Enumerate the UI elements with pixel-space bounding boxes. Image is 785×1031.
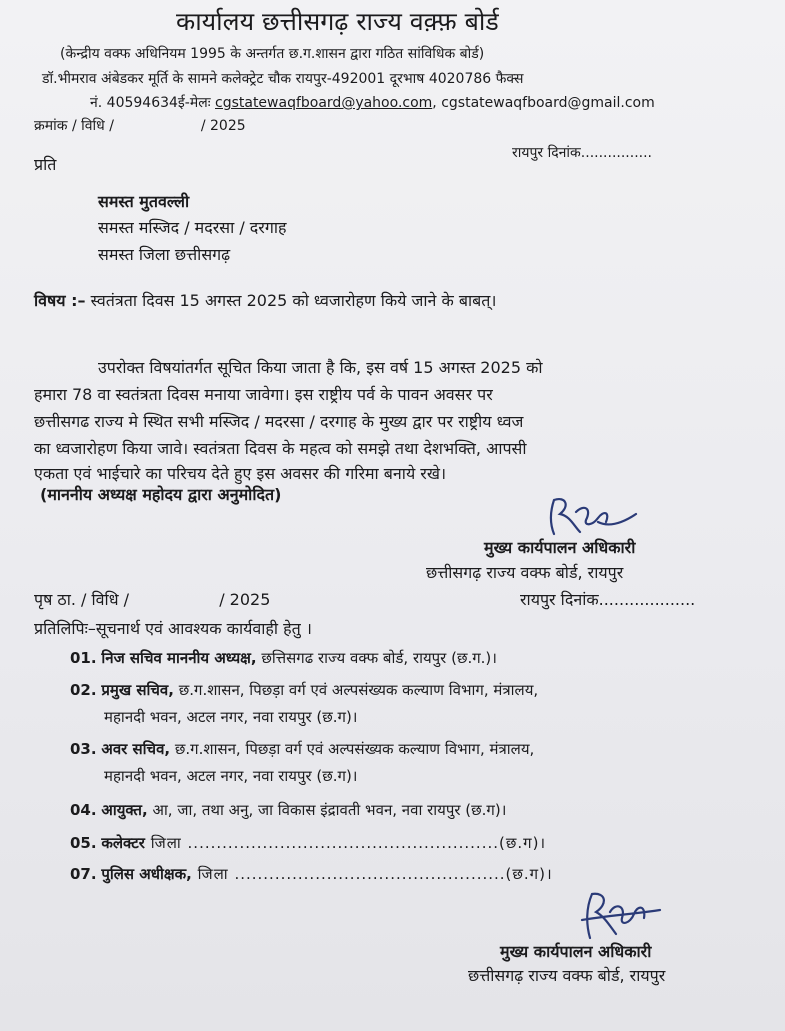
item-recipient: निज सचिव माननीय अध्यक्ष, xyxy=(101,649,257,667)
email-link-yahoo[interactable]: cgstatewaqfboard@yahoo.com xyxy=(215,95,433,111)
item-recipient: प्रमुख सचिव, xyxy=(101,681,174,699)
body-line: का ध्वजारोहण किया जावे। स्वतंत्रता दिवस के महत्व को समझे तथा देशभक्ति, आपसी xyxy=(34,439,527,458)
signature-image xyxy=(574,888,664,944)
item-recipient: आयुक्त, xyxy=(101,801,148,819)
addressee-line: समस्त मस्जिद / मदरसा / दरगाह xyxy=(98,218,287,237)
endorsement-ref-year: / 2025 xyxy=(219,590,271,609)
body-line: हमारा 78 वा स्वतंत्रता दिवस मनाया जावेगा। इस राष्ट्रीय पर्व के पावन अवसर पर xyxy=(34,385,493,404)
endorsement-ref xyxy=(34,588,270,610)
signature-image xyxy=(540,492,640,540)
ref-year: / 2025 xyxy=(200,118,246,134)
item-detail: छ.ग.शासन, पिछड़ा वर्ग एवं अल्पसंख्यक कल्याण विभाग, मंत्रालय, xyxy=(170,740,535,758)
item-detail: जिला ......................................................(छ.ग)। xyxy=(144,834,547,852)
email-gmail: , cgstatewaqfboard@gmail.com xyxy=(432,95,655,111)
prati-label: प्रति xyxy=(34,155,57,174)
fax-prefix: नं. 40594634ई-मेलः xyxy=(90,95,211,111)
copy-item xyxy=(70,800,506,820)
copy-item xyxy=(70,680,538,700)
item-number: 03. xyxy=(70,740,97,758)
item-recipient: पुलिस अधीक्षक, xyxy=(101,865,192,883)
subject-label: विषय :– xyxy=(34,291,86,310)
item-number: 02. xyxy=(70,681,97,699)
item-detail: छत्तिसगढ राज्य वक्फ बोर्ड, रायपुर (छ.ग.)। xyxy=(256,649,497,667)
addressee-line: समस्त मुतवल्ली xyxy=(98,192,190,211)
body-line: छत्तीसगढ राज्य मे स्थित सभी मस्जिद / मदरसा / दरगाह के मुख्य द्वार पर राष्ट्रीय ध्वज xyxy=(34,412,524,431)
endorsement-date: रायपुर दिनांक................... xyxy=(520,590,696,609)
copy-item-line2: महानदी भवन, अटल नगर, नवा रायपुर (छ.ग)। xyxy=(104,708,358,726)
addressee-line: समस्त जिला छत्तीसगढ़ xyxy=(98,245,231,264)
copy-item xyxy=(70,833,546,853)
act-line: (केन्द्रीय वक्फ अधिनियम 1995 के अन्तर्गत छ.ग.शासन द्वारा गठित सांविधिक बोर्ड) xyxy=(60,46,485,62)
copy-item xyxy=(70,739,534,759)
item-recipient: अवर सचिव, xyxy=(101,740,171,758)
subject-text: स्वतंत्रता दिवस 15 अगस्त 2025 को ध्वजारोहण किये जाने के बाबत्। xyxy=(90,291,497,310)
item-number: 05. xyxy=(70,834,97,852)
signatory-org: छत्तीसगढ़ राज्य वक्फ बोर्ड, रायपुर xyxy=(426,563,624,582)
signatory-org: छत्तीसगढ़ राज्य वक्फ बोर्ड, रायपुर xyxy=(468,966,666,985)
copy-item-line2: महानदी भवन, अटल नगर, नवा रायपुर (छ.ग)। xyxy=(104,767,358,785)
item-detail: आ, जा, तथा अनु, जा विकास इंद्रावती भवन, नवा रायपुर (छ.ग)। xyxy=(147,801,507,819)
subject-line xyxy=(34,289,496,311)
place-date: रायपुर दिनांक................ xyxy=(512,145,653,161)
copy-item xyxy=(70,648,497,668)
address-line: डॉ.भीमराव अंबेडकर मूर्ति के सामने कलेक्ट्रेट चौक रायपुर-492001 दूरभाष 4020786 फैक्स xyxy=(42,71,524,87)
contact-line xyxy=(90,93,655,112)
item-detail: छ.ग.शासन, पिछड़ा वर्ग एवं अल्पसंख्यक कल्याण विभाग, मंत्रालय, xyxy=(173,681,539,699)
signatory-title: मुख्य कार्यपालन अधिकारी xyxy=(484,538,636,557)
copy-item xyxy=(70,864,553,884)
item-detail: जिला ...............................................(छ.ग)। xyxy=(191,865,553,883)
item-recipient: कलेक्टर xyxy=(101,834,145,852)
copy-to-line: प्रतिलिपिः–सूचनार्थ एवं आवश्यक कार्यवाही हेतु । xyxy=(34,619,312,638)
item-number: 07. xyxy=(70,865,97,883)
item-number: 04. xyxy=(70,801,97,819)
reference-number xyxy=(34,116,246,135)
signatory-title: मुख्य कार्यपालन अधिकारी xyxy=(500,942,652,961)
approval-note: (माननीय अध्यक्ष महोदय द्वारा अनुमोदित) xyxy=(40,485,282,504)
ref-label: क्रमांक / विधि / xyxy=(34,118,114,134)
item-number: 01. xyxy=(70,649,97,667)
body-line: उपरोक्त विषयांतर्गत सूचित किया जाता है कि, इस वर्ष 15 अगस्त 2025 को xyxy=(98,358,543,377)
office-title: कार्यालय छत्तीसगढ़ राज्य वक़्फ़ बोर्ड xyxy=(176,7,499,36)
endorsement-ref-label: पृष ठा. / विधि / xyxy=(34,590,130,609)
body-line: एकता एवं भाईचारे का परिचय देते हुए इस अवसर की गरिमा बनाये रखे। xyxy=(34,464,447,483)
